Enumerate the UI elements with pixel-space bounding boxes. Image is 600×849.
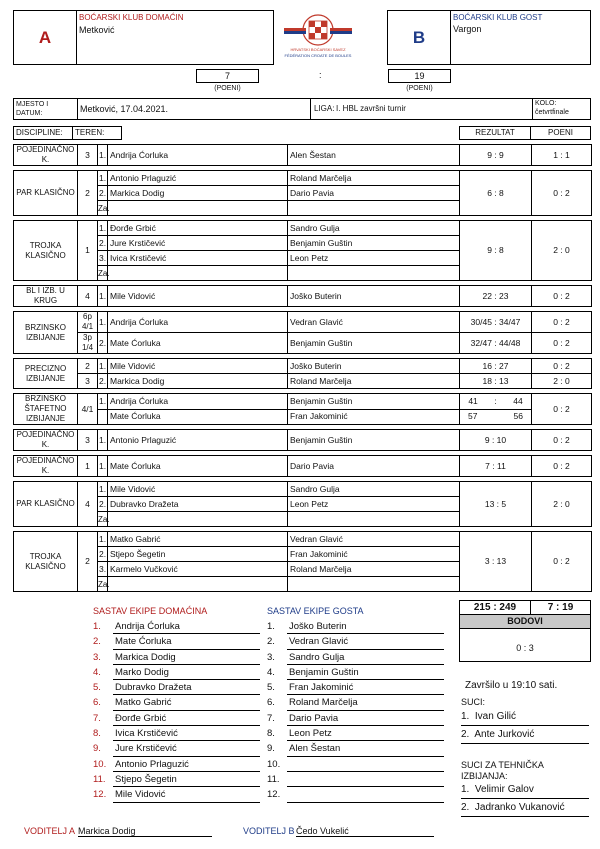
points-value: 2 : 0 (532, 374, 592, 389)
roster-entry: 9. Alen Šestan (267, 741, 444, 756)
player-number: 1. (98, 221, 108, 236)
roster-player-name: Roland Marčelja (287, 695, 444, 710)
table-row (14, 409, 592, 425)
roster-entry: 8. Ivica Krstičević (93, 726, 260, 741)
discipline-name: BL I IZB. U KRUG (14, 286, 78, 307)
table-row (14, 482, 592, 497)
points-value: 2 : 0 (532, 221, 592, 281)
player-number: 1. (98, 286, 108, 307)
roster-entry: 5. Fran Jakominić (267, 680, 444, 695)
finished-time: Završilo u 19:10 sati. (465, 680, 558, 691)
teren-value: 6p 4/1 (78, 312, 98, 333)
home-points: 7 (196, 69, 259, 83)
roster-player-name: Mate Ćorluka (113, 634, 260, 649)
table-row (14, 286, 592, 307)
teren-value: 4 (78, 286, 98, 307)
za-label: Za. (98, 266, 108, 281)
home-player (108, 512, 288, 527)
result-value: 13 : 5 (460, 482, 532, 527)
roster-home-title: SASTAV EKIPE DOMAĆINA (93, 606, 208, 616)
teren-value: 3 (78, 374, 98, 389)
poeni-header: POENI (530, 126, 591, 140)
roster-player-name: Alen Šestan (287, 741, 444, 756)
roster-entry: 7. Dario Pavia (267, 711, 444, 726)
points-value: 0 : 2 (532, 333, 592, 354)
guest-player: Roland Marčelja (288, 562, 460, 577)
home-club-label: BOĆARSKI KLUB DOMAĆIN (79, 13, 184, 22)
guest-player (288, 512, 460, 527)
roster-player-name: Antonio Prlaguzić (113, 757, 260, 772)
home-player: Mile Vidović (108, 482, 288, 497)
points-value: 0 : 2 (532, 171, 592, 216)
discipline-name: PRECIZNO IZBIJANJE (14, 359, 78, 389)
home-player: Antonio Prlaguzić (108, 430, 288, 451)
player-number: 2. (98, 497, 108, 512)
bodovi-label: BODOVI (459, 614, 591, 629)
guest-club-label: BOĆARSKI KLUB GOST (453, 13, 543, 22)
guest-player: Dario Pavia (288, 186, 460, 201)
relay-result: 57 56 (460, 409, 532, 425)
guest-player: Sandro Gulja (288, 221, 460, 236)
roster-entry: 10. Antonio Prlaguzić (93, 757, 260, 772)
roster-player-name: Sandro Gulja (287, 650, 444, 665)
home-player: Matko Gabrić (108, 532, 288, 547)
result-value: 16 : 27 (460, 359, 532, 374)
info-row (13, 98, 591, 120)
place-label: MJESTO I DATUM: (16, 101, 49, 117)
player-number: 1. (98, 394, 108, 410)
result-value: 18 : 13 (460, 374, 532, 389)
guest-player: Roland Marčelja (288, 374, 460, 389)
roster-entry: 3. Sandro Gulja (267, 650, 444, 665)
result-value: 30/45 : 34/47 (460, 312, 532, 333)
player-number: 1. (98, 456, 108, 477)
player-number: 1. (98, 359, 108, 374)
points-value: 0 : 2 (532, 430, 592, 451)
player-number: 2. (98, 374, 108, 389)
guest-club-box (450, 10, 591, 65)
points-value: 1 : 1 (532, 145, 592, 166)
points-value: 2 : 0 (532, 482, 592, 527)
guest-letter: B (412, 28, 426, 47)
home-poeni-label: (POENI) (214, 85, 241, 92)
roster-entry: 1. Joško Buterin (267, 619, 444, 634)
home-club-box (76, 10, 274, 65)
table-row (14, 145, 592, 166)
guest-player: Benjamin Guštin (288, 430, 460, 451)
guest-player: Benjamin Guštin (288, 333, 460, 354)
roster-entry: 6. Matko Gabrić (93, 695, 260, 710)
roster-entry: 8. Leon Petz (267, 726, 444, 741)
table-row (14, 456, 592, 477)
roster-player-name: Dubravko Dražeta (113, 680, 260, 695)
federation-logo (280, 12, 356, 62)
roster-entry: 6. Roland Marčelja (267, 695, 444, 710)
matches-table (13, 144, 592, 592)
discipline-name: TROJKA KLASIČNO (14, 221, 78, 281)
player-number: 1. (98, 145, 108, 166)
teren-value: 3p 1/4 (78, 333, 98, 354)
points-value: 0 : 2 (532, 394, 592, 425)
discipline-name: PAR KLASIČNO (14, 482, 78, 527)
judge-2: 2. Ante Jurković (461, 729, 589, 744)
result-value: 9 : 8 (460, 221, 532, 281)
table-row (14, 430, 592, 451)
teren-value: 3 (78, 430, 98, 451)
leader-a-name: Markica Dodig (78, 826, 212, 837)
home-player: Mile Vidović (108, 359, 288, 374)
home-letter-box (13, 10, 77, 65)
teren-value: 4 (78, 482, 98, 527)
roster-entry: 5. Dubravko Dražeta (93, 680, 260, 695)
home-player: Ivica Krstičević (108, 251, 288, 266)
roster-player-name: Marko Dodig (113, 665, 260, 680)
tech-judge-2: 2. Jadranko Vukanović (461, 802, 589, 817)
roster-entry: 11. Stjepo Šegetin (93, 772, 260, 787)
roster-player-name: Stjepo Šegetin (113, 772, 260, 787)
roster-player-name: Matko Gabrić (113, 695, 260, 710)
player-number: 3. (98, 562, 108, 577)
home-player: Đorđe Grbić (108, 221, 288, 236)
teren-value: 1 (78, 456, 98, 477)
judge-1: 1. Ivan Gilić (461, 711, 589, 726)
total-result: 215 : 249 (459, 600, 531, 615)
liga-label: LIGA: (314, 104, 335, 113)
home-player (108, 266, 288, 281)
guest-club-name: Vargon (453, 24, 482, 34)
table-row (14, 394, 592, 410)
result-value: 3 : 13 (460, 532, 532, 592)
home-player: Antonio Prlaguzić (108, 171, 288, 186)
roster-player-name: Vedran Glavić (287, 634, 444, 649)
guest-letter-box (387, 10, 451, 65)
roster-home (93, 619, 260, 803)
points-value: 0 : 2 (532, 359, 592, 374)
discipline-name: TROJKA KLASIČNO (14, 532, 78, 592)
home-player: Dubravko Dražeta (108, 497, 288, 512)
home-letter: A (38, 28, 52, 47)
roster-player-name: Joško Buterin (287, 619, 444, 634)
roster-player-name: Mile Vidović (113, 787, 260, 802)
roster-entry: 12. Mile Vidović (93, 787, 260, 802)
logo-text-2: FÉDÉRATION CROATE DE BOULES (284, 53, 352, 58)
player-number: 2. (98, 186, 108, 201)
roster-entry: 2. Vedran Glavić (267, 634, 444, 649)
player-number: 2. (98, 236, 108, 251)
roster-player-name: Markica Dodig (113, 650, 260, 665)
home-player: Andrija Ćorluka (108, 394, 288, 410)
roster-guest (267, 619, 444, 803)
liga-value: I. HBL završni turnir (336, 104, 406, 113)
leader-b-label: VODITELJ B (243, 826, 295, 836)
kolo-value: četvrtfinale (535, 109, 569, 116)
discipline-name: PAR KLASIČNO (14, 171, 78, 216)
discipline-name: POJEDINAČNO K. (14, 430, 78, 451)
player-number: 1. (98, 171, 108, 186)
home-player (108, 577, 288, 592)
table-row (14, 359, 592, 374)
roster-entry: 2. Mate Ćorluka (93, 634, 260, 649)
roster-player-name: Jure Krstičević (113, 741, 260, 756)
guest-player: Roland Marčelja (288, 171, 460, 186)
discipline-name: POJEDINAČNO K. (14, 145, 78, 166)
guest-player: Benjamin Guštin (288, 236, 460, 251)
guest-player: Alen Šestan (288, 145, 460, 166)
points-value: 0 : 2 (532, 532, 592, 592)
roster-player-name (287, 757, 444, 772)
roster-entry: 11. (267, 772, 444, 787)
place-value: Metković, 17.04.2021. (80, 104, 169, 114)
roster-entry: 12. (267, 787, 444, 802)
table-row (14, 312, 592, 333)
roster-player-name: Đorđe Grbić (113, 711, 260, 726)
roster-player-name: Benjamin Guštin (287, 665, 444, 680)
teren-value: 3 (78, 145, 98, 166)
roster-entry: 7. Đorđe Grbić (93, 711, 260, 726)
roster-guest-title: SASTAV EKIPE GOSTA (267, 606, 364, 616)
result-value: 9 : 10 (460, 430, 532, 451)
roster-entry: 1. Andrija Ćorluka (93, 619, 260, 634)
leader-b-name: Čedo Vukelić (296, 826, 434, 837)
teren-header: TEREN: (72, 126, 122, 140)
bodovi-value: 0 : 3 (459, 628, 591, 662)
leader-a-label: VODITELJ A (24, 826, 76, 836)
roster-player-name: Fran Jakominić (287, 680, 444, 695)
total-points: 7 : 19 (530, 600, 591, 615)
za-label: Za. (98, 512, 108, 527)
discipline-name: BRZINSKO ŠTAFETNO IZBIJANJE (14, 394, 78, 425)
home-club-name: Metković (79, 25, 115, 35)
discipline-header: DISCIPLINE: (13, 126, 73, 140)
teren-value: 2 (78, 532, 98, 592)
guest-player: Fran Jakominić (288, 547, 460, 562)
player-number: 2. (98, 547, 108, 562)
teren-value: 2 (78, 171, 98, 216)
roster-player-name: Dario Pavia (287, 711, 444, 726)
guest-player: Vedran Glavić (288, 312, 460, 333)
guest-player: Joško Buterin (288, 286, 460, 307)
guest-player: Leon Petz (288, 497, 460, 512)
teren-value: 1 (78, 221, 98, 281)
teren-value: 2 (78, 359, 98, 374)
result-value: 22 : 23 (460, 286, 532, 307)
points-colon: : (319, 70, 322, 80)
za-label: Za. (98, 577, 108, 592)
tech-judge-1: 1. Velimir Galov (461, 784, 589, 799)
guest-player: Dario Pavia (288, 456, 460, 477)
roster-entry: 3. Markica Dodig (93, 650, 260, 665)
guest-player (288, 266, 460, 281)
result-value: 6 : 8 (460, 171, 532, 216)
home-player: Mate Ćorluka (108, 333, 288, 354)
home-player: Mile Vidović (108, 286, 288, 307)
guest-player (288, 577, 460, 592)
player-number (98, 409, 108, 425)
roster-entry: 9. Jure Krstičević (93, 741, 260, 756)
home-player: Jure Krstičević (108, 236, 288, 251)
guest-poeni-label: (POENI) (406, 85, 433, 92)
guest-player (288, 201, 460, 216)
result-value: 9 : 9 (460, 145, 532, 166)
roster-player-name: Ivica Krstičević (113, 726, 260, 741)
home-player: Mate Ćorluka (108, 456, 288, 477)
guest-player: Benjamin Guštin (288, 394, 460, 410)
roster-player-name: Andrija Ćorluka (113, 619, 260, 634)
points-value: 0 : 2 (532, 456, 592, 477)
za-label: Za. (98, 201, 108, 216)
guest-player: Fran Jakominić (288, 409, 460, 425)
judges-label: SUCI: (461, 697, 486, 707)
home-player: Markica Dodig (108, 186, 288, 201)
guest-player: Leon Petz (288, 251, 460, 266)
home-player: Mate Ćorluka (108, 409, 288, 425)
roster-entry: 10. (267, 757, 444, 772)
player-number: 3. (98, 251, 108, 266)
result-value: 32/47 : 44/48 (460, 333, 532, 354)
roster-player-name (287, 772, 444, 787)
roster-player-name: Leon Petz (287, 726, 444, 741)
home-player: Stjepo Šegetin (108, 547, 288, 562)
points-value: 0 : 2 (532, 286, 592, 307)
guest-player: Vedran Glavić (288, 532, 460, 547)
home-player: Andrija Ćorluka (108, 312, 288, 333)
discipline-name: BRZINSKO IZBIJANJE (14, 312, 78, 354)
roster-entry: 4. Benjamin Guštin (267, 665, 444, 680)
result-value: 7 : 11 (460, 456, 532, 477)
player-number: 1. (98, 430, 108, 451)
player-number: 1. (98, 482, 108, 497)
player-number: 2. (98, 333, 108, 354)
player-number: 1. (98, 532, 108, 547)
table-row (14, 374, 592, 389)
guest-points: 19 (388, 69, 451, 83)
table-row (14, 221, 592, 236)
home-player: Andrija Ćorluka (108, 145, 288, 166)
roster-entry: 4. Marko Dodig (93, 665, 260, 680)
guest-player: Joško Buterin (288, 359, 460, 374)
guest-player: Sandro Gulja (288, 482, 460, 497)
logo-text-1: HRVATSKI BOĆARSKI SAVEZ (290, 47, 346, 52)
home-player: Markica Dodig (108, 374, 288, 389)
home-player (108, 201, 288, 216)
home-player: Karmelo Vučković (108, 562, 288, 577)
discipline-name: POJEDINAČNO K. (14, 456, 78, 477)
player-number: 1. (98, 312, 108, 333)
teren-value: 4/1 (78, 394, 98, 425)
points-value: 0 : 2 (532, 312, 592, 333)
table-row (14, 171, 592, 186)
kolo-label: KOLO: (535, 100, 557, 107)
rezultat-header: REZULTAT (459, 126, 531, 140)
table-row (14, 333, 592, 354)
tech-judges-label: SUCI ZA TEHNIČKA IZBIJANJA: (461, 760, 544, 781)
relay-result: 41 : 44 (460, 394, 532, 410)
roster-player-name (287, 787, 444, 802)
table-row (14, 532, 592, 547)
